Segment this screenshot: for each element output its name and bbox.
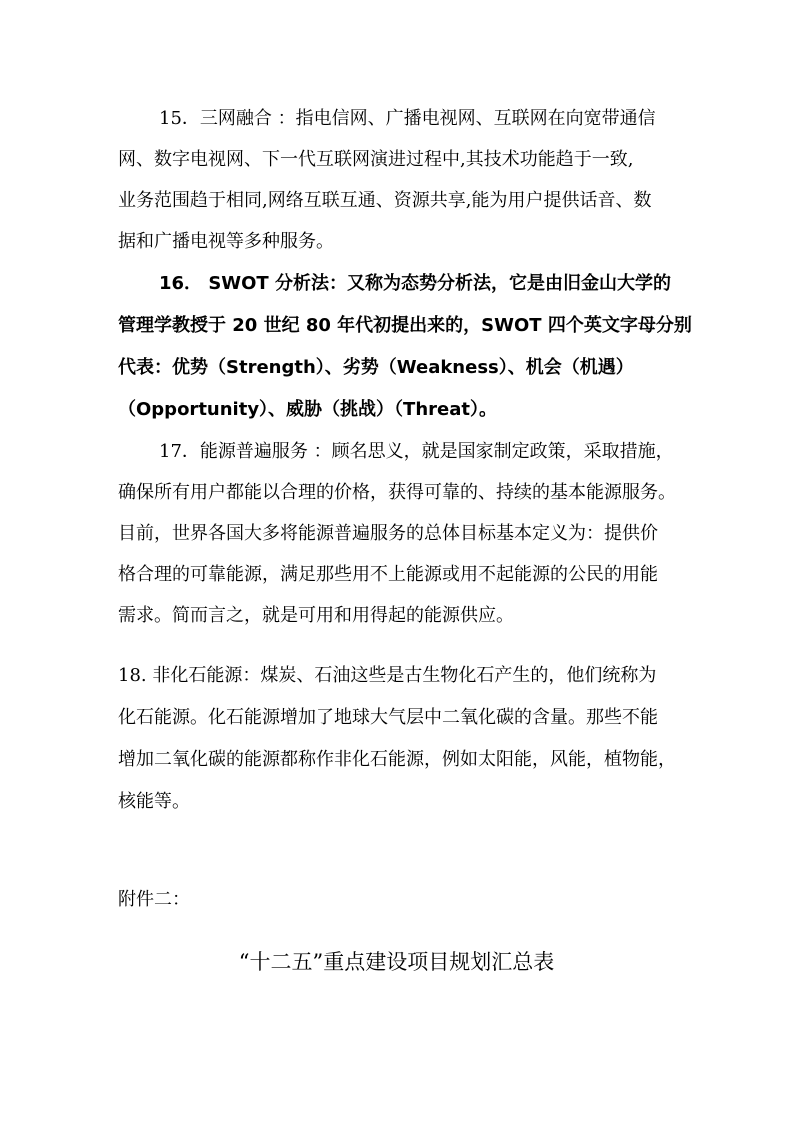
para-17-line-5: 需求。简而言之，就是可用和用得起的能源供应。 (118, 605, 514, 626)
para-16-line-4: （Opportunity）、威胁（挑战）（Threat）。 (118, 399, 497, 420)
para-15-line-1: 15．三网融合 ：指电信网、广播电视网、互联网在向宽带通信 (159, 108, 656, 129)
para-17-line-2: 确保所有用户都能以合理的价格，获得可靠的、持续的基本能源服务。 (118, 482, 676, 503)
para-17-line-1: 17．能源普遍服务 ：顾名思义，就是国家制定政策，采取措施， (159, 441, 674, 462)
para-15-line-4: 据和广播电视等多种服务。 (118, 231, 334, 252)
para-18-line-3: 增加二氧化碳的能源都称作非化石能源，例如太阳能，风能，植物能， (118, 749, 676, 770)
para-15-line-2: 网、数字电视网、下一代互联网演进过程中,其技术功能趋于一致, (118, 149, 634, 170)
para-17-line-4: 格合理的可靠能源，满足那些用不上能源或用不起能源的公民的用能 (118, 564, 658, 585)
table-title: “十二五”重点建设项目规划汇总表 (238, 950, 555, 974)
attachment-label: 附件二： (118, 889, 190, 910)
para-16-line-2: 管理学教授于 20 世纪 80 年代初提出来的，SWOT 四个英文字母分别 (118, 315, 692, 336)
para-18-line-4: 核能等。 (118, 791, 190, 812)
para-16-line-1: 16． SWOT 分析法：又称为态势分析法，它是由旧金山大学的 (159, 273, 671, 294)
para-16-line-3: 代表：优势（Strength）、劣势（Weakness）、机会（机遇） (118, 357, 634, 378)
para-18-line-2: 化石能源。化石能源增加了地球大气层中二氧化碳的含量。那些不能 (118, 707, 658, 728)
para-18-line-1: 18. 非化石能源：煤炭、石油这些是古生物化石产生的，他们统称为 (118, 665, 657, 686)
para-15-line-3: 业务范围趋于相同,网络互联互通、资源共享,能为用户提供话音、数 (118, 190, 652, 211)
para-17-line-3: 目前，世界各国大多将能源普遍服务的总体目标基本定义为：提供价 (118, 523, 658, 544)
